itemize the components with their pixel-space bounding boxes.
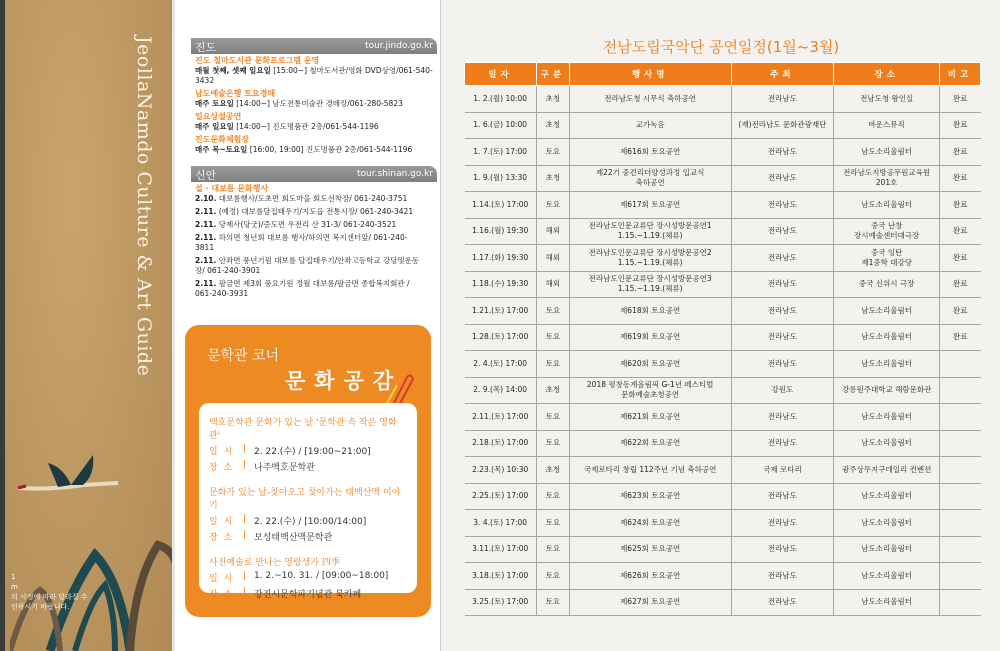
cell-note [940,351,981,378]
table-row [465,589,981,616]
table-row [465,510,981,537]
cell-note: 완료 [940,298,981,325]
cell-date: 2. 9.(목) 14:00 [465,377,537,404]
cell-category: 토요 [536,298,569,325]
table-row [465,245,981,272]
cell-date: 1.21.(토) 17:00 [465,298,537,325]
jindo-header [191,38,437,54]
cell-host: 전라남도 [731,165,834,192]
item-text: (예정) 대보름달집태우기/지도읍 전통시장/ 061-240-3421 [218,207,414,216]
cell-event-name: 교가녹음 [569,112,731,139]
item-when: 매월 첫째, 셋째 일요일 [195,66,271,75]
cell-host: 전라남도 [731,589,834,616]
jindo-item [195,112,440,132]
column-header-date: 일자 [465,63,537,86]
cell-date: 3.11.(토) 17:00 [465,536,537,563]
cell-note: 완료 [940,139,981,166]
shinan-list [195,184,425,302]
cell-venue: 남도소리울림터 [834,192,940,219]
cell-date: 3.25.(토) 17:00 [465,589,537,616]
jindo-item [195,89,440,109]
cell-date: 1. 6.(금) 10:00 [465,112,537,139]
cell-host: 전라남도 [731,298,834,325]
shinan-url[interactable]: tour.shinan.go.kr [357,169,433,179]
cell-venue: 남도소리울림터 [834,298,940,325]
cell-note: 완료 [940,271,981,298]
event-title: 백호문학관 문화가 있는 날 '문학관 속 작은 영화관' [209,418,397,441]
cell-venue: 중국 신위시 극장 [834,271,940,298]
cell-event-name: 전라남도인문교류단 장시성방문공연3 1.15.~1.19.(체류) [569,271,731,298]
event-title: 문화가 있는 날-찾아오고 찾아가는 태백산맥 이야기 [209,488,401,511]
item-when: 매주 토요일 [195,99,234,108]
cell-host: 전라남도 [731,324,834,351]
cell-note: 완료 [940,192,981,219]
event-title: 사진예술로 만나는 영랑생가 四季 [209,558,340,568]
cell-note [940,457,981,484]
shinan-item [195,233,425,253]
jindo-item [195,56,440,86]
cell-venue: 남도소리울림터 [834,563,940,590]
cell-host: 전라남도 [731,245,834,272]
event-when: 2. 22.(수) / [19:00~21:00] [254,447,371,457]
cell-event-name: 제624회 토요공연 [569,510,731,537]
cell-host: 전라남도 [731,139,834,166]
item-text: 대보름행사/도초면 회도마을 회도선착장/ 061-240-3751 [218,194,408,203]
cell-host: 전라남도 [731,271,834,298]
where-label: 장소 [209,533,239,543]
cell-event-name: 제620회 토요공연 [569,351,731,378]
table-row [465,218,981,245]
cell-venue: 남도소리울림터 [834,430,940,457]
item-text: 팔금면 제3회 풍요기원 정월 대보름/팔금면 종합복지회관 / 061-240-3931 [195,279,410,298]
table-row [465,351,981,378]
cell-host: 전라남도 [731,483,834,510]
cell-venue: 남도소리울림터 [834,483,940,510]
table-row [465,165,981,192]
note-line: m [11,583,18,591]
cell-category: 토요 [536,324,569,351]
item-title: 진도문화체험장 [195,135,250,144]
cell-category: 초청 [536,457,569,484]
cell-note [940,510,981,537]
jindo-title: 진도 [195,41,217,54]
cell-venue: 광주상무지구데일리 컨벤션 [834,457,940,484]
cell-event-name: 전라남도인문교류단 장시성방문공연1 1.15.~1.19.(체류) [569,218,731,245]
cell-category: 토요 [536,192,569,219]
cell-category: 토요 [536,510,569,537]
cell-date: 2.11.(토) 17:00 [465,404,537,431]
table-row [465,86,981,113]
note-line: 의 사정에 따라 달라질 수 [11,593,88,601]
item-date: 2.11. [195,220,217,229]
schedule-title: 전남도립국악단 공연일정(1월~3월) [602,38,840,56]
cell-event-name: 국제로타리 창립 112주년 기념 축하공연 [569,457,731,484]
shinan-item [195,279,425,299]
cell-category: 토요 [536,563,569,590]
item-text: 당제사(당굿)/증도면 우전리 산 31-3/ 061-240-3521 [218,220,397,229]
shinan-item [195,256,425,276]
cell-venue: 전남도청 왕인실 [834,86,940,113]
cell-host: 전라남도 [731,430,834,457]
cell-note [940,483,981,510]
cell-event-name: 제616회 토요공연 [569,139,731,166]
cell-note: 완료 [940,324,981,351]
cell-note: 완료 [940,112,981,139]
cell-venue: 남도소리울림터 [834,536,940,563]
cell-host: 전라남도 [731,351,834,378]
item-when: 매주 목~토요일 [195,145,248,154]
table-row [465,457,981,484]
cell-note [940,404,981,431]
where-label: 장소 [209,463,239,473]
cell-host: 전라남도 [731,218,834,245]
column-header-note: 비고 [940,63,981,86]
cell-category: 토요 [536,483,569,510]
cell-venue: 남도소리울림터 [834,510,940,537]
cover-panel [5,0,172,651]
event-where: 강진시문학파기념관 북카페 [254,590,362,600]
cell-category: 초청 [536,86,569,113]
cell-host: 전라남도 [731,536,834,563]
cell-date: 1.18.(수) 19:30 [465,271,537,298]
event-where: 나주백호문학관 [254,463,315,473]
cell-event-name: 제22기 중견리더양성과정 입교식 축하공연 [569,165,731,192]
table-header-row [465,63,981,86]
literature-title: 문화공감 [285,369,403,393]
cell-date: 3.18.(토) 17:00 [465,563,537,590]
cell-host: 전라남도 [731,404,834,431]
cell-category: 토요 [536,351,569,378]
cell-venue: 남도소리울림터 [834,404,940,431]
table-row [465,192,981,219]
cell-host: 강원도 [731,377,834,404]
cell-event-name: 전라남도인문교류단 장시성방문공연2 1.15.~1.19.(체류) [569,245,731,272]
cell-event-name: 제627회 토요공연 [569,589,731,616]
item-when: 매주 일요일 [195,122,234,131]
cell-event-name: 제625회 토요공연 [569,536,731,563]
cover-title: JeollaNamdo Culture & Art Guide [133,36,155,377]
cell-date: 2.23.(목) 10:30 [465,457,537,484]
cell-event-name: 제621회 토요공연 [569,404,731,431]
cell-host: 전라남도 [731,510,834,537]
event-when: 2. 22.(수) / [10:00/14:00] [254,517,367,527]
item-date: 2.10. [195,194,217,203]
cell-category: 초청 [536,377,569,404]
table-row [465,483,981,510]
jindo-url[interactable]: tour.jindo.go.kr [365,41,433,51]
literature-event: 문화가 있는 날-찾아오고 찾아가는 태백산맥 이야기 일시 | 2. 22.(수) / [10:00/14:00] 장소 | 보성태백산맥문학관 [209,485,407,543]
cell-category: 토요 [536,430,569,457]
cell-category: 토요 [536,139,569,166]
cell-host: 국제 로타리 [731,457,834,484]
cell-category: 해외 [536,245,569,272]
cell-note: 완료 [940,218,981,245]
literature-event: 백호문학관 문화가 있는 날 '문학관 속 작은 영화관' 일시 | 2. 22.(수) / [19:00~21:00] 장소 | 나주백호문학관 [209,415,407,473]
item-title: 남도예술은행 토요경매 [195,89,276,98]
cell-date: 2.18.(토) 17:00 [465,430,537,457]
literature-corner [185,325,431,617]
item-text: 안좌면 풍년기원 대보름 달집태우기/안좌고등학교 강당및운동장/ 061-240-3901 [195,256,420,275]
cell-category: 초청 [536,112,569,139]
literature-event: 사진예술로 만나는 영랑생가 四季 일시 | 1. 2.~10. 31. / [09:00~18:00] 장소 | 강진시문학파기념관 북카페 [209,555,407,600]
item-date: 2.11. [195,256,217,265]
shinan-heading: 설 · 대보름 문화행사 [195,184,269,193]
event-when: 1. 2.~10. 31. / [09:00~18:00] [254,571,389,581]
cell-date: 1.16.(월) 19:30 [465,218,537,245]
cell-venue: 중국 난창 장시예술센터대극장 [834,218,940,245]
cell-category: 해외 [536,271,569,298]
cell-event-name: 2018 평창동계올림픽 G-1년 페스티벌 문화예술초청공연 [569,377,731,404]
schedule-page [440,0,1000,651]
note-line: 1 [11,573,16,581]
cell-event-name: 제623회 토요공연 [569,483,731,510]
cell-venue: 강릉원주대학교 해람문화관 [834,377,940,404]
cell-venue: 남도소리울림터 [834,351,940,378]
cell-date: 1. 7.(토) 17:00 [465,139,537,166]
cell-note [940,536,981,563]
cell-venue: 중국 잉탄 제1중학 대강당 [834,245,940,272]
table-row [465,377,981,404]
cell-note [940,377,981,404]
when-label: 일시 [209,574,239,584]
column-header-event-name: 행사명 [569,63,731,86]
cover-note [11,572,88,612]
shinan-item [195,194,425,204]
where-label: 장소 [209,590,239,600]
cell-note: 완료 [940,86,981,113]
item-detail: [16:00, 19:00] 진도명품관 2층/061-544-1196 [249,145,413,154]
cell-note [940,430,981,457]
cell-date: 2. 4.(토) 17:00 [465,351,537,378]
cell-event-name: 제617회 토요공연 [569,192,731,219]
item-title: 진도 철마도서관 문화프로그램 운영 [195,56,320,65]
shinan-item [195,220,425,230]
cell-event-name: 전라남도청 시무식 축하공연 [569,86,731,113]
cell-note [940,589,981,616]
table-row [465,139,981,166]
cell-date: 1.28.(토) 17:00 [465,324,537,351]
item-detail: [14:00~] 남도전통미술관 경매장/061-280-5823 [236,99,403,108]
shinan-item [195,207,425,217]
item-date: 2.11. [195,207,217,216]
cell-venue: 남도소리울림터 [834,139,940,166]
cell-event-name: 제619회 토요공연 [569,324,731,351]
item-title: 일요상설공연 [195,112,242,121]
cell-event-name: 제618회 토요공연 [569,298,731,325]
schedule-table [464,62,981,616]
when-label: 일시 [209,447,239,457]
cell-note: 완료 [940,165,981,192]
shinan-header [191,166,437,182]
item-date: 2.11. [195,279,217,288]
jindo-item [195,135,440,155]
column-header-venue: 장소 [834,63,940,86]
cell-note [940,563,981,590]
cell-category: 토요 [536,589,569,616]
table-row [465,404,981,431]
literature-card [199,403,417,600]
jindo-list [195,56,440,158]
column-header-category: 구분 [536,63,569,86]
cell-host: 전라남도 [731,563,834,590]
item-detail: [15:00~] 철마도서관/영화 DVD상영/061-540-3432 [195,66,433,85]
cell-event-name: 제626회 토요공연 [569,563,731,590]
table-row [465,324,981,351]
cell-host: 전라남도 [731,192,834,219]
cell-host: (재)전라남도 문화관광재단 [731,112,834,139]
cell-category: 토요 [536,404,569,431]
cell-venue: 남도소리울림터 [834,589,940,616]
cell-date: 3. 4.(토) 17:00 [465,510,537,537]
cell-date: 1.17.(화) 19:30 [465,245,537,272]
column-header-host: 주최 [731,63,834,86]
item-date: 2.11. [195,233,217,242]
cell-date: 1. 9.(월) 13:30 [465,165,537,192]
crane-illustration-icon [13,455,123,505]
table-row [465,430,981,457]
when-label: 일시 [209,517,239,527]
cell-date: 2.25.(토) 17:00 [465,483,537,510]
event-where: 보성태백산맥문학관 [254,533,333,543]
item-text: 하의면 청년회 대보름 행사/하의면 복지센터앞/ 061-240-3811 [195,233,408,252]
table-row [465,536,981,563]
cell-category: 해외 [536,218,569,245]
shinan-title: 신안 [195,169,217,182]
cell-note: 완료 [940,245,981,272]
literature-subtitle: 문학관 코너 [207,348,280,364]
table-row [465,271,981,298]
table-row [465,112,981,139]
cell-venue: 전라남도지방공무원교육원 201호 [834,165,940,192]
table-row [465,563,981,590]
item-detail: [14:00~] 진도명품관 2층/061-544-1196 [236,122,379,131]
cell-event-name: 제622회 토요공연 [569,430,731,457]
table-row [465,298,981,325]
note-line: 인하시기 바랍니다. [11,603,70,611]
cell-category: 토요 [536,536,569,563]
cell-date: 1. 2.(월) 10:00 [465,86,537,113]
cell-venue: 남도소리울림터 [834,324,940,351]
cell-venue: 바운스뮤직 [834,112,940,139]
cell-date: 1.14.(토) 17:00 [465,192,537,219]
cell-host: 전라남도 [731,86,834,113]
cell-category: 초청 [536,165,569,192]
